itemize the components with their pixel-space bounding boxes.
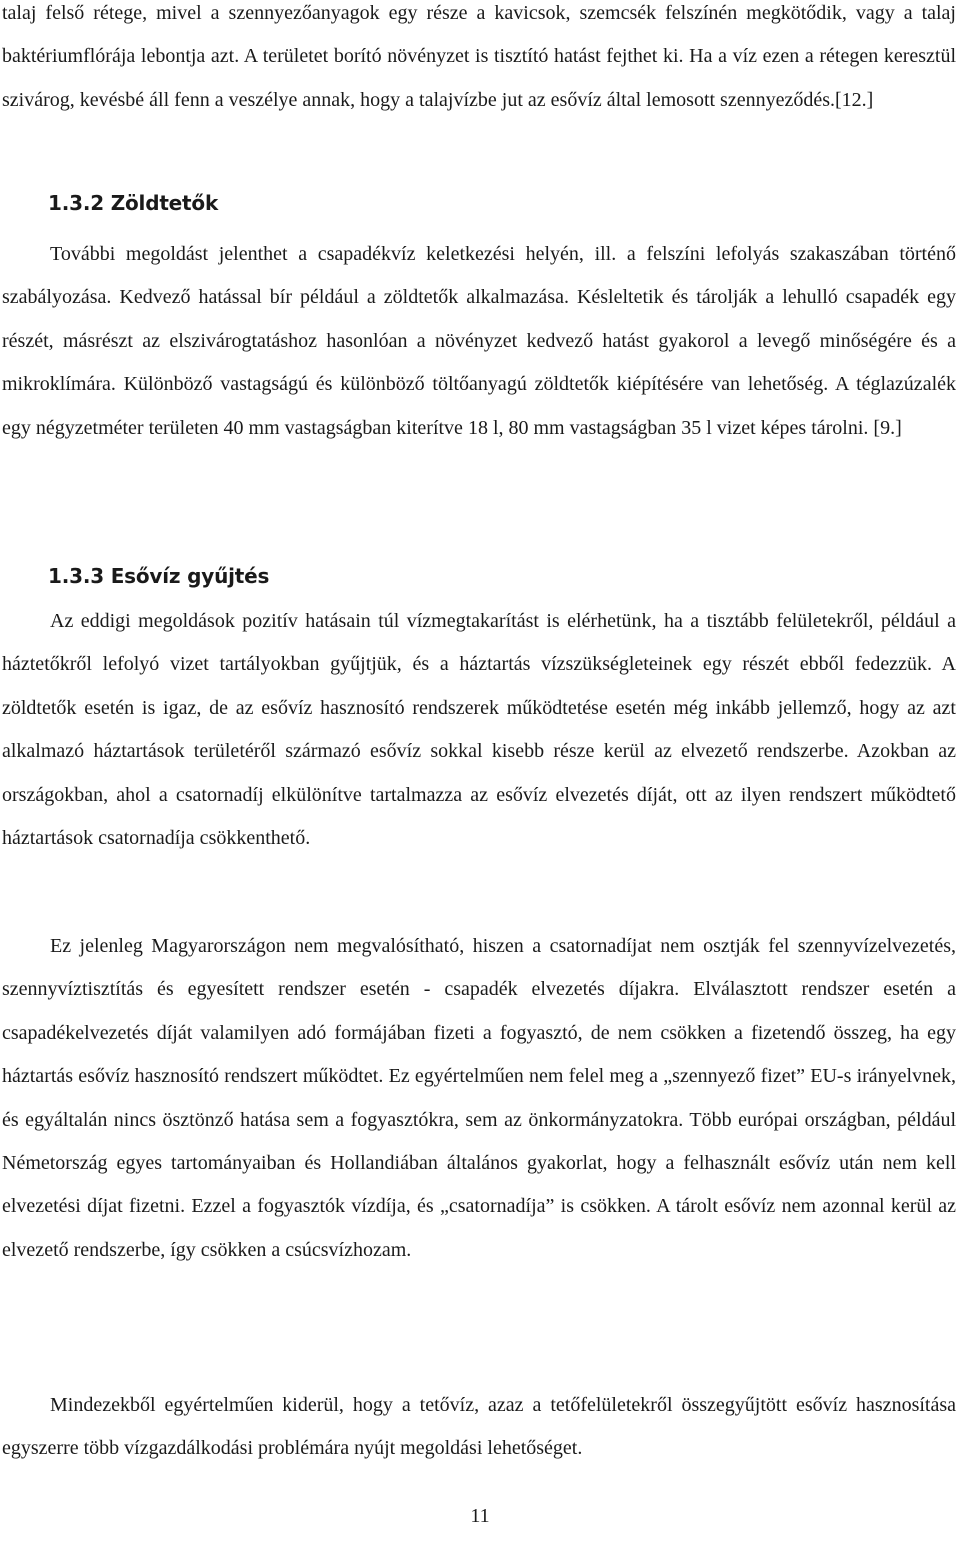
intro-paragraph: talaj felső rétege, mivel a szennyezőanyagok egy része a kavicsok, szemcsék felszínén megkötődik, vagy a talaj baktériumflórája lebontja azt. A területet borító növényzet is tisztító hatást fejthet ki. Ha a víz ezen a rétegen keresztül szivárog, kevésbé áll fenn a veszélye annak, hogy a talajvízbe jut az esővíz által lemosott szennyeződés.[12.]: [2, 2, 956, 111]
esoviz-paragraph-1: Az eddigi megoldások pozitív hatásain túl vízmegtakarítást is elérhetünk, ha a tisztább felületekről, például a háztetőkről lefolyó vizet tartályokban gyűjtjük, és a háztartás vízszükségleteinek egy részét ebből fedezzük. A zöldtetők esetén is igaz, de az esővíz hasznosító rendszerek működtetése esetén még inkább jellemző, hogy az azt alkalmazó háztartások területéről származó esővíz sokkal kisebb része kerül az elvezető rendszerbe. Azokban az országokban, ahol a csatornadíj elkülönítve tartalmazza az esővíz elvezetés díját, ott az ilyen rendszert működtető háztartások csatornadíja csökkenthető.: [2, 610, 956, 850]
conclusion-paragraph: Mindezekből egyértelműen kiderül, hogy a tetővíz, azaz a tetőfelületekről összegyűjtött esővíz hasznosítása egyszerre több vízgazdálkodási problémára nyújt megoldási lehetőséget.: [2, 1394, 956, 1460]
section-heading-zoldtetok: 1.3.2 Zöldtetők: [48, 191, 219, 215]
page-number: 11: [470, 1505, 490, 1527]
zoldtetok-paragraph: További megoldást jelenthet a csapadékvíz keletkezési helyén, ill. a felszíni lefolyás szakaszában történő szabályozása. Kedvező hatással bír például a zöldtetők alkalmazása. Késleltetik és tárolják a lehulló csapadék egy részét, másrészt az elszivárogtatáshoz hasonlóan a növényzet kedvező hatást gyakorol a levegő minőségére és a mikroklímára. Különböző vastagságú és különböző töltőanyagú zöldtetők kiépítésére van lehetőség. A téglazúzalék egy négyzetméter területen 40 mm vastagságban kiterítve 18 l, 80 mm vastagságban 35 l vizet képes tárolni. [9.]: [2, 243, 956, 439]
section-heading-esoviz: 1.3.3 Esővíz gyűjtés: [48, 564, 270, 588]
esoviz-paragraph-2: Ez jelenleg Magyarországon nem megvalósítható, hiszen a csatornadíjat nem osztják fel szennyvízelvezetés, szennyvíztisztítás és egyesített rendszer esetén - csapadék elvezetés díjakra. Elválasztott rendszer esetén a csapadékelvezetés díját valamilyen adó formájában fizeti a fogyasztó, de nem csökken a fizetendő összeg, ha egy háztartás esővíz hasznosító rendszert működtet. Ez egyértelműen nem felel meg a „szennyező fizet” EU-s irányelvnek, és egyáltalán nincs ösztönző hatása sem a fogyasztókra, sem az önkormányzatokra. Több európai országban, például Németország egyes tartományaiban és Hollandiában általános gyakorlat, hogy a felhasznált esővíz után nem kell elvezetési díjat fizetni. Ezzel a fogyasztók vízdíja, és „csatornadíja” is csökken. A tárolt esővíz nem azonnal kerül az elvezető rendszerbe, így csökken a csúcsvízhozam.: [2, 935, 956, 1261]
